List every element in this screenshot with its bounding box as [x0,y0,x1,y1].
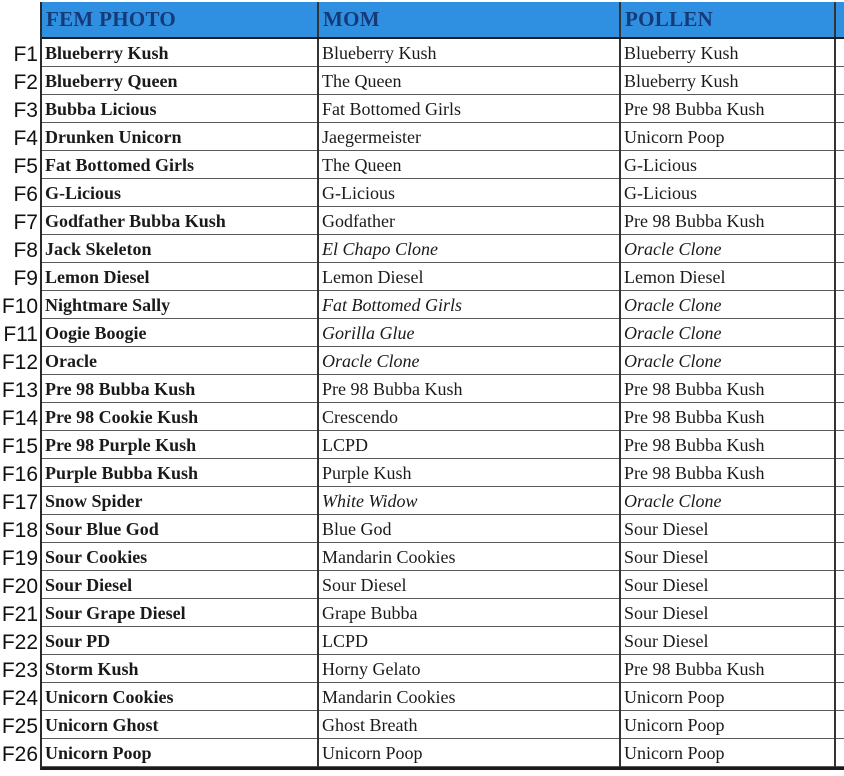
strain-table [40,2,844,770]
cell-extra[interactable] [836,207,844,235]
cell-fem-photo[interactable]: Pre 98 Purple Kush [42,431,319,459]
cell-mom[interactable]: Mandarin Cookies [319,543,621,571]
cell-pollen[interactable]: Oracle Clone [621,235,836,263]
cell-extra[interactable] [836,515,844,543]
row-label: F4 [13,127,38,150]
cell-pollen[interactable]: Oracle Clone [621,347,836,375]
row-label: F19 [1,547,38,570]
row-label: F7 [13,211,38,234]
cell-fem-photo[interactable]: Blueberry Queen [42,67,319,95]
cell-pollen[interactable]: Pre 98 Bubba Kush [621,655,836,683]
table-row [42,459,844,487]
table-row [42,39,844,67]
cell-extra[interactable] [836,627,844,655]
cell-fem-photo[interactable]: Sour Diesel [42,571,319,599]
cell-mom[interactable]: Blueberry Kush [319,39,621,67]
cell-fem-photo[interactable]: Sour Cookies [42,543,319,571]
cell-extra[interactable] [836,711,844,739]
row-label: F21 [1,603,38,626]
cell-mom[interactable]: LCPD [319,431,621,459]
cell-extra[interactable] [836,739,844,767]
table-row [42,151,844,179]
table-row [42,95,844,123]
cell-extra[interactable] [836,235,844,263]
table-row [42,431,844,459]
cell-pollen[interactable]: Pre 98 Bubba Kush [621,95,836,123]
cell-pollen[interactable]: Sour Diesel [621,627,836,655]
cell-pollen[interactable]: Sour Diesel [621,571,836,599]
table-row [42,627,844,655]
cell-fem-photo[interactable]: Unicorn Cookies [42,683,319,711]
corner-blank [0,0,40,40]
table-row [42,123,844,151]
table-row [42,655,844,683]
row-label: F8 [13,239,38,262]
row-label: F1 [13,43,38,66]
cell-fem-photo[interactable]: Drunken Unicorn [42,123,319,151]
cell-pollen[interactable]: Pre 98 Bubba Kush [621,207,836,235]
cell-extra[interactable] [836,319,844,347]
cell-pollen[interactable]: Pre 98 Bubba Kush [621,431,836,459]
cell-fem-photo[interactable]: Godfather Bubba Kush [42,207,319,235]
cell-mom[interactable]: Horny Gelato [319,655,621,683]
cell-mom[interactable]: Gorilla Glue [319,319,621,347]
table-row [42,599,844,627]
cell-mom[interactable]: Unicorn Poop [319,739,621,767]
table-row [42,571,844,599]
cell-extra[interactable] [836,543,844,571]
cell-pollen[interactable]: G-Licious [621,151,836,179]
table-row [42,235,844,263]
table-row [42,739,844,767]
row-label: F24 [1,687,38,710]
table-row [42,683,844,711]
cell-mom[interactable]: Sour Diesel [319,571,621,599]
cell-fem-photo[interactable]: Jack Skeleton [42,235,319,263]
cell-fem-photo[interactable]: Sour Grape Diesel [42,599,319,627]
table-row [42,319,844,347]
cell-extra[interactable] [836,263,844,291]
row-label: F3 [13,99,38,122]
row-label: F14 [1,407,38,430]
cell-mom[interactable]: Godfather [319,207,621,235]
row-label: F10 [1,295,38,318]
cell-pollen[interactable]: Pre 98 Bubba Kush [621,403,836,431]
cell-mom[interactable]: Jaegermeister [319,123,621,151]
cell-mom[interactable]: LCPD [319,627,621,655]
cell-fem-photo[interactable]: Nightmare Sally [42,291,319,319]
table-row [42,207,844,235]
cell-pollen[interactable]: Oracle Clone [621,487,836,515]
cell-mom[interactable]: Fat Bottomed Girls [319,95,621,123]
table-row [42,515,844,543]
cell-mom[interactable]: Crescendo [319,403,621,431]
cell-mom[interactable]: Fat Bottomed Girls [319,291,621,319]
cell-extra[interactable] [836,683,844,711]
table-row [42,347,844,375]
cell-extra[interactable] [836,599,844,627]
cell-mom[interactable]: Lemon Diesel [319,263,621,291]
cell-pollen[interactable]: Pre 98 Bubba Kush [621,375,836,403]
cell-mom[interactable]: Ghost Breath [319,711,621,739]
cell-fem-photo[interactable]: Oracle [42,347,319,375]
cell-mom[interactable]: G-Licious [319,179,621,207]
cell-mom[interactable]: The Queen [319,151,621,179]
row-label: F26 [1,743,38,766]
row-label: F5 [13,155,38,178]
cell-pollen[interactable]: Oracle Clone [621,291,836,319]
cell-extra[interactable] [836,375,844,403]
row-label: F17 [1,491,38,514]
cell-fem-photo[interactable]: Storm Kush [42,655,319,683]
row-label: F12 [1,351,38,374]
cell-pollen[interactable]: Pre 98 Bubba Kush [621,459,836,487]
row-label: F23 [1,659,38,682]
cell-mom[interactable]: Mandarin Cookies [319,683,621,711]
cell-extra[interactable] [836,95,844,123]
cell-pollen[interactable]: Sour Diesel [621,543,836,571]
cell-mom[interactable]: Blue God [319,515,621,543]
cell-mom[interactable]: Oracle Clone [319,347,621,375]
row-label: F6 [13,183,38,206]
row-label: F22 [1,631,38,654]
table-row [42,291,844,319]
cell-mom[interactable]: Pre 98 Bubba Kush [319,375,621,403]
table-row [42,375,844,403]
cell-extra[interactable] [836,179,844,207]
cell-extra[interactable] [836,291,844,319]
cell-extra[interactable] [836,655,844,683]
cell-extra[interactable] [836,487,844,515]
cell-pollen[interactable]: Lemon Diesel [621,263,836,291]
table-row [42,711,844,739]
cell-extra[interactable] [836,67,844,95]
table-row [42,403,844,431]
table-row [42,179,844,207]
cell-fem-photo[interactable]: Bubba Licious [42,95,319,123]
row-label: F20 [1,575,38,598]
row-label: F15 [1,435,38,458]
cell-extra[interactable] [836,151,844,179]
table-row [42,487,844,515]
cell-pollen[interactable]: Blueberry Kush [621,67,836,95]
cell-extra[interactable] [836,123,844,151]
header-row [42,2,844,39]
cell-fem-photo[interactable]: Snow Spider [42,487,319,515]
table-row [42,263,844,291]
cell-fem-photo[interactable]: Lemon Diesel [42,263,319,291]
table-row [42,543,844,571]
cell-pollen[interactable]: Unicorn Poop [621,711,836,739]
cell-fem-photo[interactable]: Purple Bubba Kush [42,459,319,487]
cell-extra[interactable] [836,347,844,375]
cell-pollen[interactable]: Unicorn Poop [621,739,836,767]
cell-mom[interactable]: Purple Kush [319,459,621,487]
row-label: F9 [13,267,38,290]
header-mom: MOM [319,2,621,37]
cell-extra[interactable] [836,39,844,67]
cell-mom[interactable]: White Widow [319,487,621,515]
row-label: F11 [3,323,38,346]
cell-mom[interactable]: El Chapo Clone [319,235,621,263]
cell-fem-photo[interactable]: Unicorn Poop [42,739,319,767]
row-label: F2 [13,71,38,94]
cell-fem-photo[interactable]: Sour Blue God [42,515,319,543]
cell-mom[interactable]: The Queen [319,67,621,95]
cell-pollen[interactable]: Sour Diesel [621,599,836,627]
row-label: F25 [1,715,38,738]
cell-pollen[interactable]: Oracle Clone [621,319,836,347]
cell-pollen[interactable]: Unicorn Poop [621,683,836,711]
row-label: F18 [1,519,38,542]
header-pollen: POLLEN [621,2,836,37]
cell-pollen[interactable]: Unicorn Poop [621,123,836,151]
header-extra-column [836,2,844,37]
cell-fem-photo[interactable]: Blueberry Kush [42,39,319,67]
cell-fem-photo[interactable]: Pre 98 Cookie Kush [42,403,319,431]
cell-fem-photo[interactable]: G-Licious [42,179,319,207]
cell-extra[interactable] [836,459,844,487]
cell-fem-photo[interactable]: Oogie Boogie [42,319,319,347]
cell-pollen[interactable]: G-Licious [621,179,836,207]
table-row [42,67,844,95]
cell-fem-photo[interactable]: Sour PD [42,627,319,655]
cell-pollen[interactable]: Sour Diesel [621,515,836,543]
cell-fem-photo[interactable]: Unicorn Ghost [42,711,319,739]
cell-fem-photo[interactable]: Fat Bottomed Girls [42,151,319,179]
row-label: F13 [1,379,38,402]
cell-mom[interactable]: Grape Bubba [319,599,621,627]
header-fem-photo: FEM PHOTO [42,2,319,37]
cell-extra[interactable] [836,403,844,431]
cell-extra[interactable] [836,571,844,599]
row-label: F16 [1,463,38,486]
cell-fem-photo[interactable]: Pre 98 Bubba Kush [42,375,319,403]
cell-pollen[interactable]: Blueberry Kush [621,39,836,67]
cell-extra[interactable] [836,431,844,459]
